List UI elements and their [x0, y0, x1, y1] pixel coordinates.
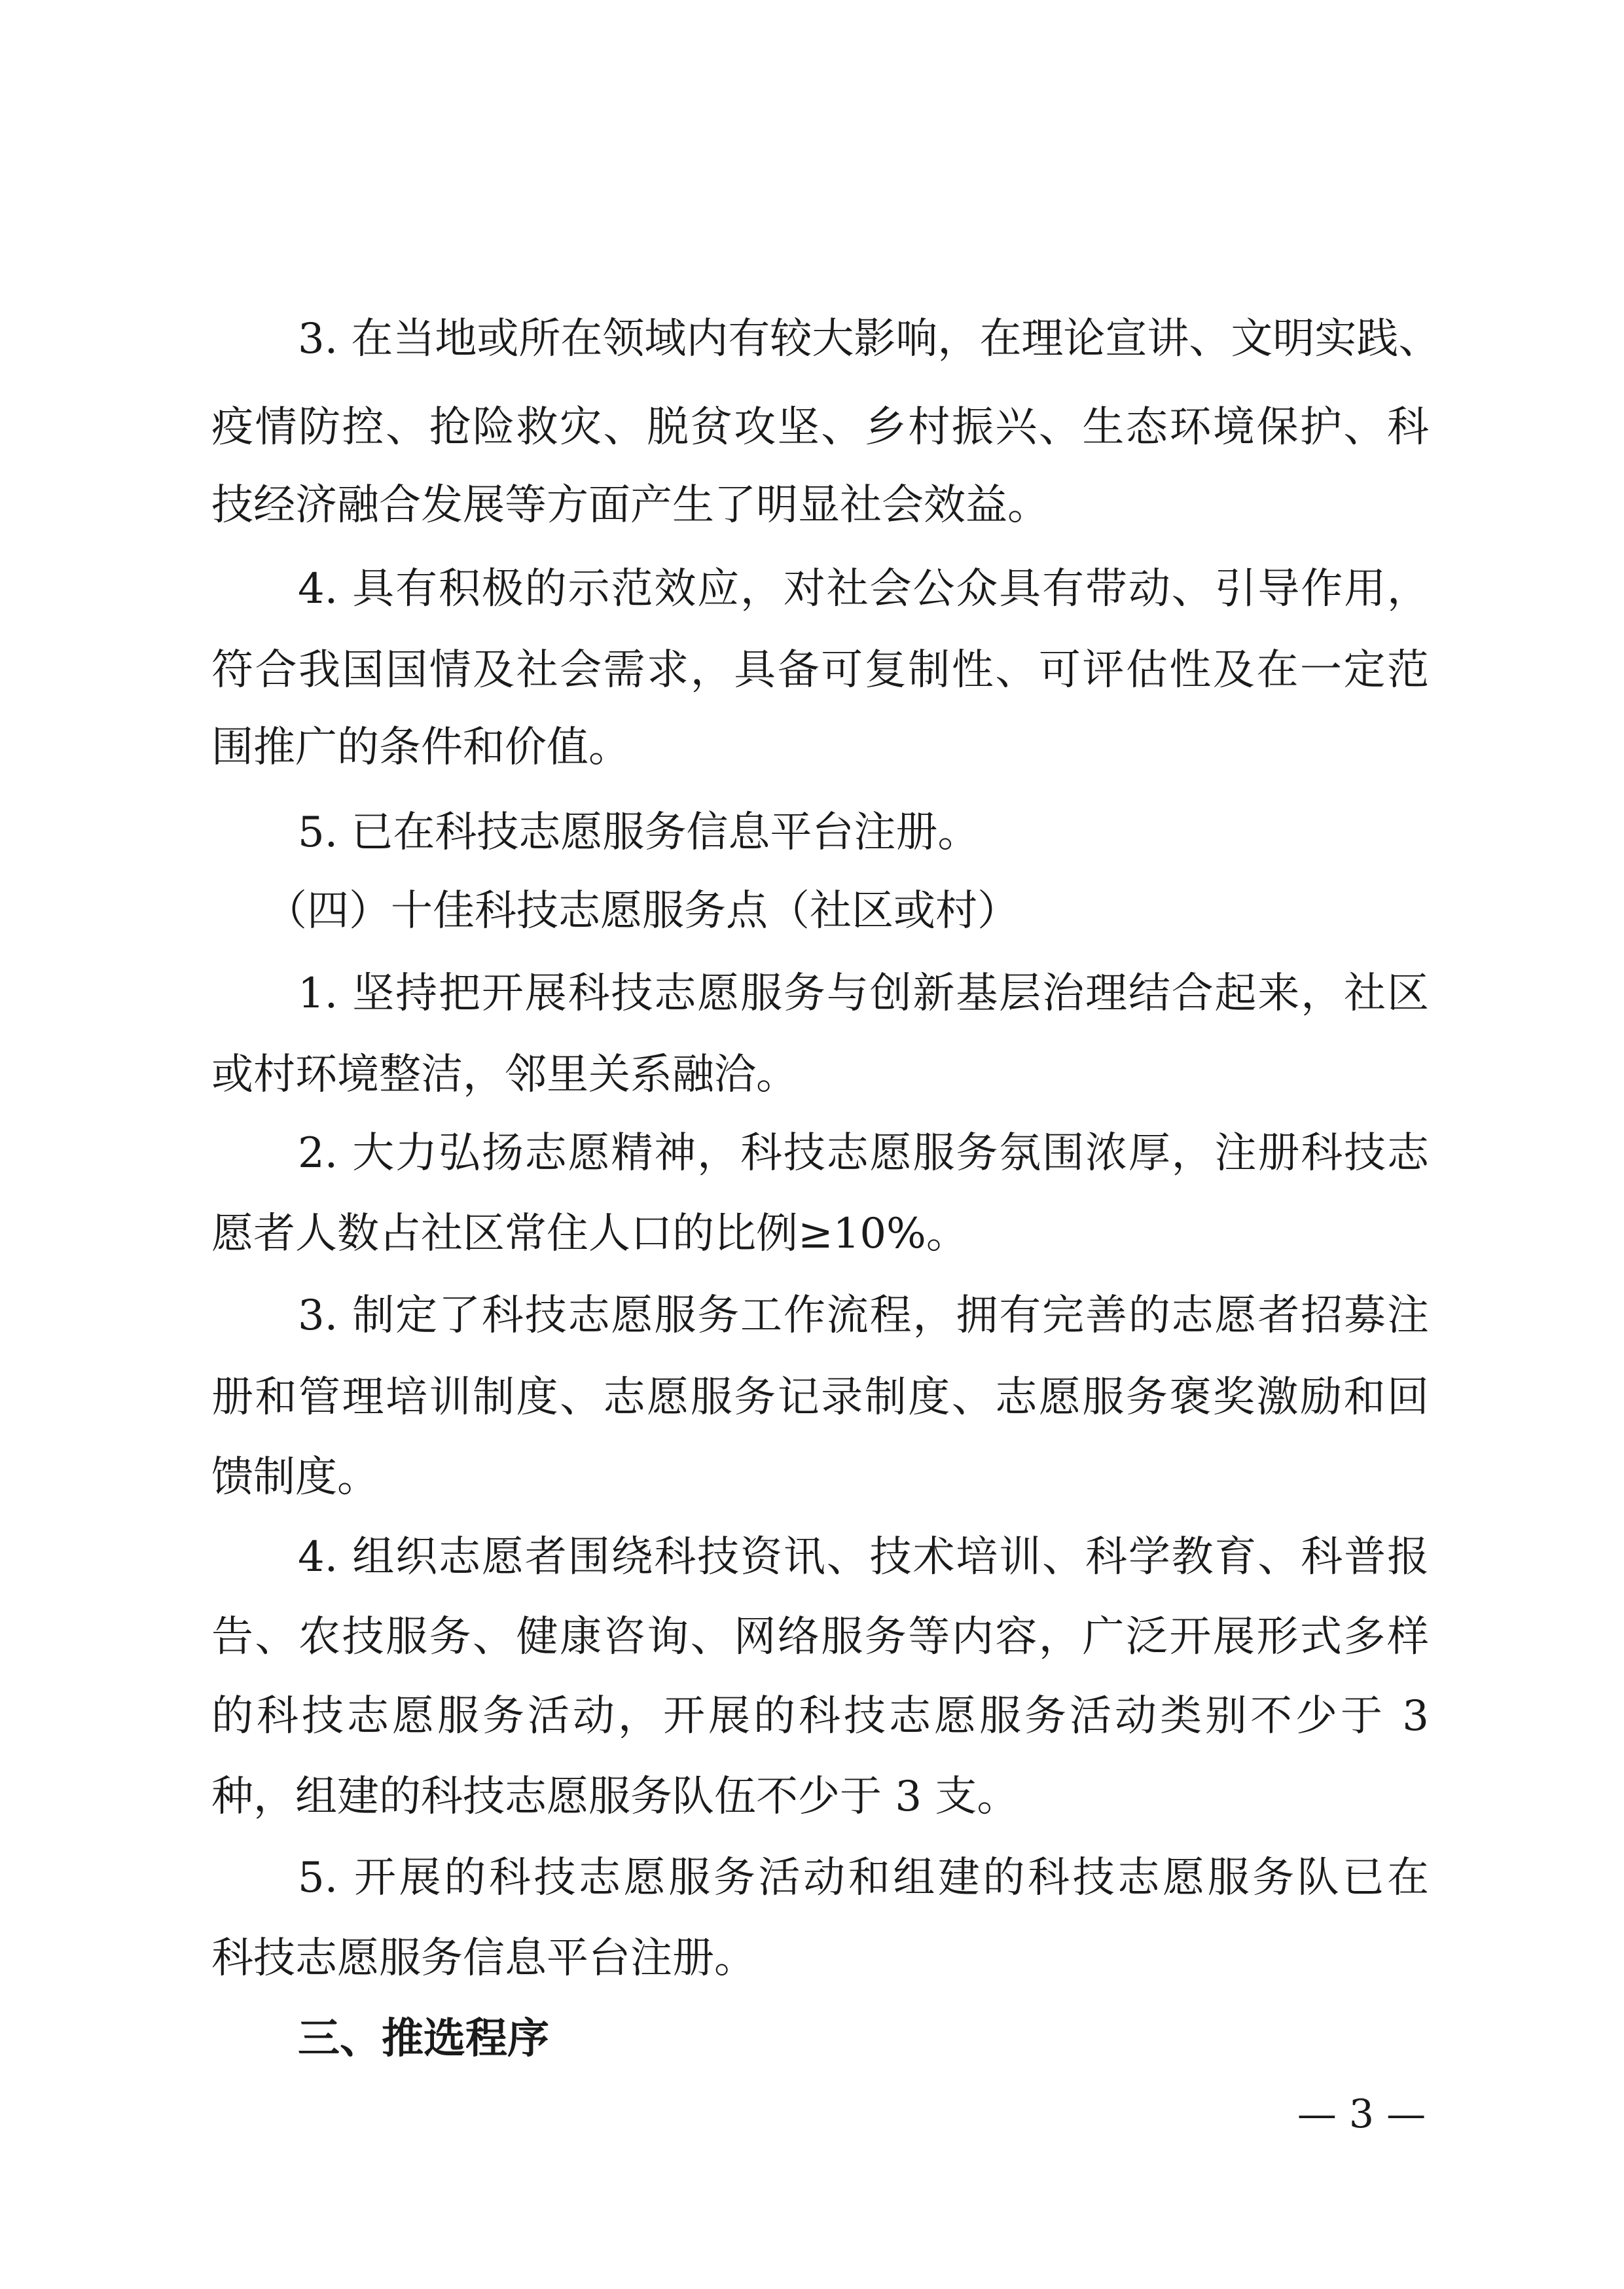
paragraph-7-line-2: 册和管理培训制度、志愿服务记录制度、志愿服务褒奖激励和回: [211, 1373, 1429, 1422]
paragraph-1-line-2: 疫情防控、抢险救灾、脱贫攻坚、乡村振兴、生态环境保护、科: [211, 403, 1429, 452]
paragraph-8-line-4: 种，组建的科技志愿服务队伍不少于 3 支。: [211, 1773, 1019, 1821]
page-number: — 3 —: [1297, 2091, 1426, 2137]
paragraph-9-line-1: 5. 开展的科技志愿服务活动和组建的科技志愿服务队已在: [298, 1854, 1429, 1902]
paragraph-1-line-1: 3. 在当地或所在领域内有较大影响，在理论宣讲、文明实践、: [298, 315, 1441, 363]
paragraph-5-line-2: 或村环境整洁，邻里关系融洽。: [211, 1051, 798, 1099]
subheading-four: （四）十佳科技志愿服务点（社区或村）: [265, 887, 1019, 935]
paragraph-9-line-2: 科技志愿服务信息平台注册。: [211, 1934, 756, 1983]
paragraph-7-line-3: 馈制度。: [211, 1453, 379, 1502]
paragraph-2-line-3: 围推广的条件和价值。: [211, 723, 630, 772]
paragraph-6-line-2: 愿者人数占社区常住人口的比例≥10%。: [211, 1210, 968, 1258]
paragraph-1-line-3: 技经济融合发展等方面产生了明显社会效益。: [211, 481, 1049, 530]
paragraph-5-line-1: 1. 坚持把开展科技志愿服务与创新基层治理结合起来，社区: [298, 969, 1429, 1018]
paragraph-8-line-3: 的科技志愿服务活动，开展的科技志愿服务活动类别不少于 3: [211, 1692, 1429, 1740]
paragraph-7-line-1: 3. 制定了科技志愿服务工作流程，拥有完善的志愿者招募注: [298, 1291, 1429, 1340]
paragraph-3-line-1: 5. 已在科技志愿服务信息平台注册。: [298, 808, 980, 857]
paragraph-2-line-2: 符合我国国情及社会需求，具备可复制性、可评估性及在一定范: [211, 646, 1429, 694]
paragraph-6-line-1: 2. 大力弘扬志愿精神，科技志愿服务氛围浓厚，注册科技志: [298, 1129, 1429, 1178]
paragraph-8-line-2: 告、农技服务、健康咨询、网络服务等内容，广泛开展形式多样: [211, 1613, 1429, 1661]
paragraph-2-line-1: 4. 具有积极的示范效应，对社会公众具有带动、引导作用，: [298, 565, 1429, 613]
section-heading: 三、推选程序: [298, 2015, 549, 2063]
paragraph-8-line-1: 4. 组织志愿者围绕科技资讯、技术培训、科学教育、科普报: [298, 1533, 1429, 1581]
